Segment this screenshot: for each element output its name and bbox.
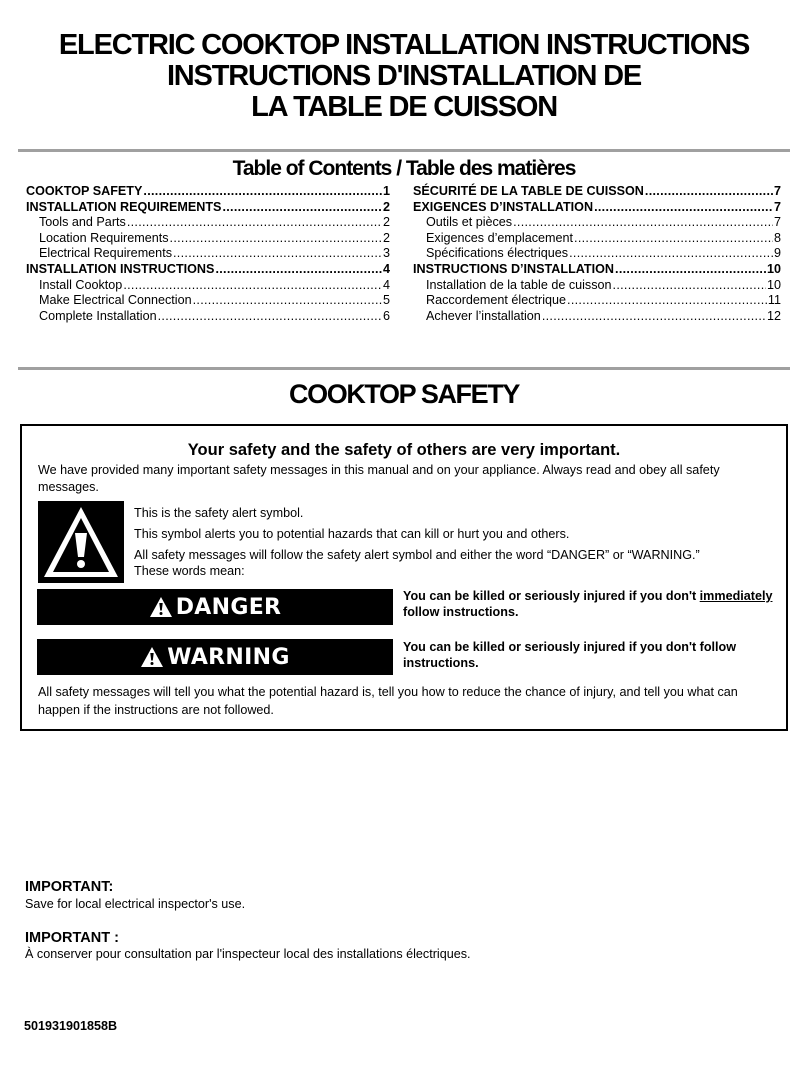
toc-entry[interactable]	[413, 278, 781, 294]
alert-symbol-text: This is the safety alert symbol.	[134, 506, 304, 520]
toc-entry-page: 2	[382, 215, 390, 230]
toc-entry[interactable]	[26, 262, 390, 278]
toc-entry-label: SÉCURITÉ DE LA TABLE DE CUISSON	[413, 184, 644, 198]
alert-words-mean-text: These words mean:	[134, 564, 245, 578]
toc-entry[interactable]	[26, 293, 390, 309]
toc-entry-label: Location Requirements	[39, 230, 169, 245]
toc-entry-page: 6	[382, 308, 390, 323]
alert-signal-words-text: All safety messages will follow the safety alert symbol and either the word “DANGER” or “WARNING.”	[134, 548, 700, 562]
toc-entry-label: Installation de la table de cuisson	[426, 277, 612, 292]
toc-dot-leader	[574, 231, 773, 247]
toc-entry-page: 3	[382, 246, 390, 261]
toc-entry-label: Electrical Requirements	[39, 246, 172, 261]
toc-dot-leader	[123, 278, 382, 294]
safety-intro: We have provided many important safety messages in this manual and on your appliance. Always read and obey all safety messages.	[38, 463, 720, 494]
danger-description	[403, 588, 783, 620]
toc-french-column	[413, 184, 781, 324]
safety-alert-icon	[38, 501, 124, 583]
danger-signal-bar	[37, 589, 393, 625]
toc-dot-leader	[513, 215, 773, 231]
danger-label: DANGER	[175, 594, 282, 620]
danger-alert-icon	[149, 596, 173, 618]
section-divider	[18, 367, 790, 370]
toc-entry-page: 5	[382, 293, 390, 308]
toc-entry-label: INSTALLATION INSTRUCTIONS	[26, 261, 215, 276]
toc-entry[interactable]	[26, 278, 390, 294]
toc-entry-page: 4	[382, 277, 390, 292]
toc-english-column	[26, 184, 390, 324]
warning-signal-bar	[37, 639, 393, 675]
toc-dot-leader	[645, 184, 773, 200]
toc-dot-leader	[158, 309, 382, 325]
toc-entry[interactable]	[26, 184, 390, 200]
toc-entry-page: 7	[773, 215, 781, 230]
toc-entry[interactable]	[413, 262, 781, 278]
safety-box	[20, 424, 788, 731]
document-number: 501931901858B	[24, 1019, 118, 1033]
toc-entry[interactable]	[26, 309, 390, 325]
important-text-en: Save for local electrical inspector's use.	[25, 897, 246, 911]
toc-dot-leader	[613, 278, 766, 294]
important-heading-fr: IMPORTANT :	[25, 930, 119, 946]
toc-entry-label: INSTRUCTIONS D’INSTALLATION	[413, 261, 615, 276]
toc-entry-page: 8	[773, 230, 781, 245]
toc-entry-page: 10	[766, 277, 781, 292]
toc-dot-leader	[143, 184, 382, 200]
toc-heading: Table of Contents / Table des matières	[232, 157, 576, 180]
warning-alert-icon	[140, 646, 164, 668]
toc-entry[interactable]	[26, 246, 390, 262]
title-french-line1: INSTRUCTIONS D'INSTALLATION DE	[166, 60, 642, 92]
toc-entry[interactable]	[413, 215, 781, 231]
toc-entry-label: Spécifications électriques	[426, 246, 569, 261]
toc-dot-leader	[127, 215, 382, 231]
safety-heading: Your safety and the safety of others are very important.	[187, 441, 621, 459]
toc-entry-label: INSTALLATION REQUIREMENTS	[26, 199, 222, 214]
danger-desc-immediately: immediately	[699, 589, 773, 603]
toc-entry[interactable]	[413, 246, 781, 262]
toc-dot-leader	[222, 200, 382, 216]
warning-label: WARNING	[167, 644, 290, 670]
toc-entry-page: 9	[773, 246, 781, 261]
toc-dot-leader	[569, 246, 773, 262]
toc-dot-leader	[173, 246, 382, 262]
toc-dot-leader	[567, 293, 767, 309]
toc-entry-page: 7	[773, 184, 781, 198]
toc-entry[interactable]	[26, 200, 390, 216]
toc-entry-label: Make Electrical Connection	[39, 293, 192, 308]
toc-entry-label: Raccordement électrique	[426, 293, 567, 308]
section-title-cooktop-safety: COOKTOP SAFETY	[289, 379, 519, 409]
top-divider	[18, 149, 790, 152]
document-title	[0, 30, 808, 123]
toc-entry-label: Install Cooktop	[39, 277, 123, 292]
warning-description: You can be killed or seriously injured if you don't follow instructions.	[403, 640, 737, 670]
toc-entry-page: 2	[382, 199, 390, 214]
important-text-fr: À conserver pour consultation par l'inspecteur local des installations électriques.	[25, 947, 471, 961]
toc-entry[interactable]	[413, 200, 781, 216]
toc-entry[interactable]	[413, 231, 781, 247]
toc-entry-page: 4	[382, 261, 390, 276]
toc-entry[interactable]	[26, 231, 390, 247]
danger-desc-end: follow instructions.	[403, 605, 519, 619]
title-english: ELECTRIC COOKTOP INSTALLATION INSTRUCTIONS	[58, 29, 750, 61]
toc-entry[interactable]	[26, 215, 390, 231]
toc-entry[interactable]	[413, 184, 781, 200]
toc-entry-page: 7	[773, 199, 781, 214]
toc-entry-label: EXIGENCES D’INSTALLATION	[413, 199, 594, 214]
toc-entry-label: Outils et pièces	[426, 215, 513, 230]
toc-entry[interactable]	[413, 309, 781, 325]
toc-dot-leader	[615, 262, 766, 278]
safety-outro: All safety messages will tell you what the potential hazard is, tell you how to reduce the chance of injury, and tell you what can happen if the instructions are not followed.	[38, 685, 738, 717]
toc-entry-label: Tools and Parts	[39, 215, 126, 230]
toc-dot-leader	[542, 309, 766, 325]
title-french-line2: LA TABLE DE CUISSON	[251, 91, 557, 123]
toc-entry-page: 11	[767, 293, 781, 308]
toc-dot-leader	[170, 231, 382, 247]
toc-entry-page: 10	[766, 261, 781, 276]
toc-dot-leader	[594, 200, 773, 216]
toc-entry-label: Complete Installation	[39, 308, 157, 323]
toc-entry-label: Achever l’installation	[426, 308, 541, 323]
toc-entry-label: COOKTOP SAFETY	[26, 184, 143, 198]
toc-dot-leader	[215, 262, 382, 278]
toc-entry-label: Exigences d’emplacement	[426, 230, 574, 245]
toc-entry-page: 12	[766, 308, 781, 323]
alert-hazard-text: This symbol alerts you to potential hazards that can kill or hurt you and others.	[134, 527, 570, 541]
toc-entry-page: 1	[382, 184, 390, 198]
danger-desc-start: You can be killed or seriously injured if you don't	[403, 589, 700, 603]
important-heading-en: IMPORTANT:	[25, 879, 114, 895]
toc-entry-page: 2	[382, 230, 390, 245]
toc-dot-leader	[193, 293, 382, 309]
toc-entry[interactable]	[413, 293, 781, 309]
